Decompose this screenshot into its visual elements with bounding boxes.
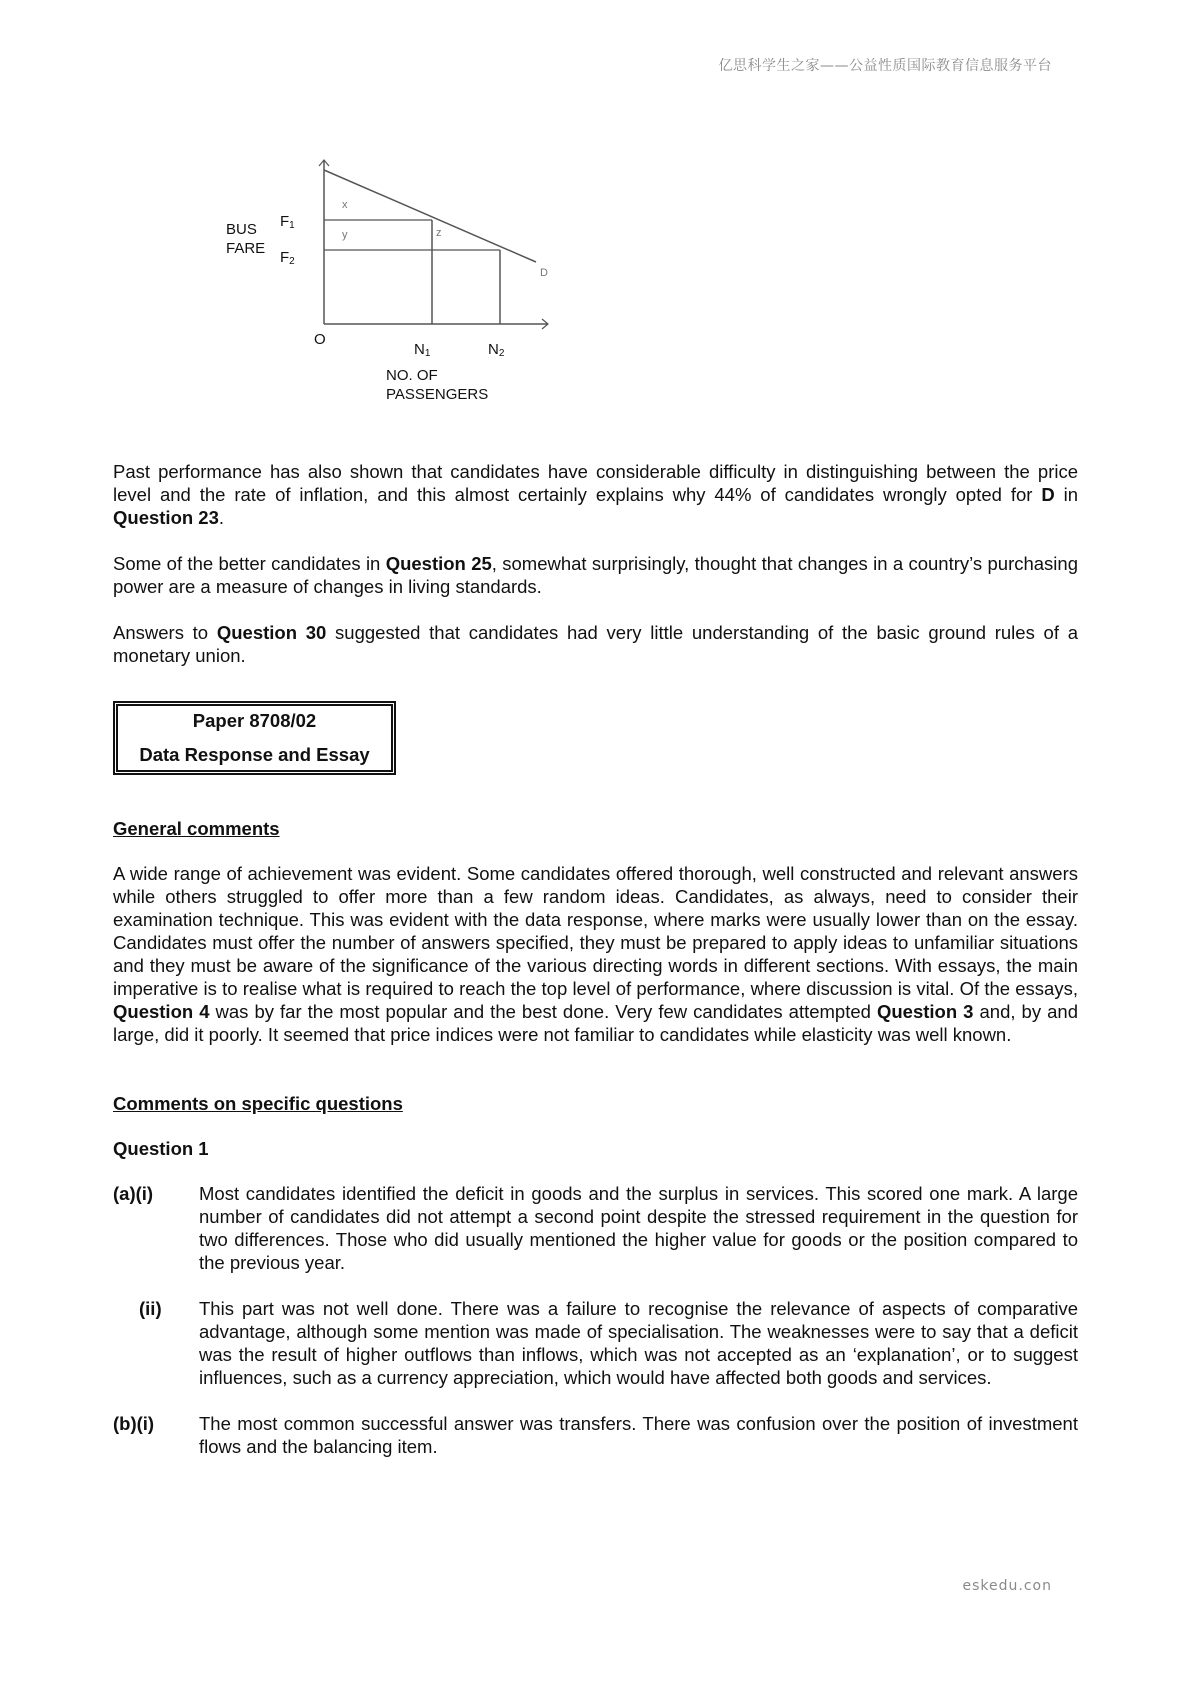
general-comments-paragraph: A wide range of achievement was evident. Some candidates offered thorough, well constructed and relevant answers while others struggled to offer more than a few random ideas. Candidates, as always, need to consider their examination technique. This was evident with the data response, where marks were usually lower than on the essay. Candidates must offer the number of answers specified, they must be prepared to apply ideas to unfamiliar situations and they must be aware of the significance of the various directing words in different sections. With essays, the main imperative is to realise what is required to reach the top level of performance, where discussion is vital. Of the essays, Question 4 was by far the most popular and the best done. Very few candidates attempted Question 3 and, by and large, did it poorly. It seemed that price indices were not familiar to candidates while elasticity was well known. [113, 863, 1078, 1045]
paper-subtitle: Data Response and Essay [139, 744, 370, 765]
area-y-label: y [342, 229, 348, 241]
paper-number: Paper 8708/02 [192, 710, 317, 731]
item-text: This part was not well done. There was a failure to recognise the relevance of aspects of comparative advantage, although some mention was made of specialisation. The weaknesses were to say that a deficit was the result of higher outflows than inflows, which was not accepted as an ‘explanation’, or to suggest influences, such as a currency appreciation, which would have affected both goods and services. [199, 1298, 1078, 1388]
item-label: (b)(i) [113, 1413, 155, 1434]
question-1-a-i [113, 1182, 1078, 1274]
item-text: Most candidates identified the deficit in goods and the surplus in services. This scored one mark. A large number of candidates did not attempt a second point despite the stressed requirement in the question for two differences. Those who did usually mentioned the higher value for goods or the position compared to the previous year. [199, 1183, 1078, 1273]
general-comments-heading: General comments [113, 818, 280, 839]
y-axis-label-fare: FARE [226, 240, 266, 257]
f2-label: $F_2$ [280, 249, 295, 267]
paragraph-question-25: Some of the better candidates in Question 25, somewhat surprisingly, thought that changes in a country’s purchasing power are a measure of changes in living standards. [113, 553, 1078, 597]
n2-label: $N_2$ [488, 341, 505, 359]
n1-label: $N_1$ [414, 341, 431, 359]
x-axis-label-line2: PASSENGERS [386, 386, 489, 403]
x-axis-label-line1: NO. OF [386, 367, 438, 384]
y-axis-label-bus: BUS [226, 221, 257, 238]
question-1-heading: Question 1 [113, 1138, 209, 1159]
question-1-a-ii [113, 1297, 1078, 1389]
demand-diagram [226, 160, 610, 440]
paper-title-box [113, 701, 396, 775]
question-1-b-i [113, 1412, 1078, 1458]
document-body [113, 460, 1078, 1481]
f1-label: $F_1$ [280, 213, 295, 231]
demand-curve [324, 170, 536, 262]
paragraph-question-30: Answers to Question 30 suggested that candidates had very little understanding of the basic ground rules of a monetary union. [113, 622, 1079, 666]
item-label: (a)(i) [113, 1183, 154, 1204]
item-text: The most common successful answer was transfers. There was confusion over the position of investment flows and the balancing item. [199, 1413, 1078, 1457]
origin-label: O [314, 331, 326, 348]
specific-comments-heading: Comments on specific questions [113, 1093, 403, 1114]
area-z-label: z [436, 227, 442, 239]
footer-site-url: eskedu.con [962, 1578, 1052, 1594]
paragraph-question-23: Past performance has also shown that candidates have considerable difficulty in distinguishing between the price level and the rate of inflation, and this almost certainly explains why 44% of candidates wrongly opted for D in Question 23. [113, 461, 1078, 528]
demand-curve-label: D [540, 267, 548, 279]
item-label: (ii) [139, 1298, 162, 1319]
area-x-label: x [342, 199, 348, 211]
header-site-name: 亿思科学生之家——公益性质国际教育信息服务平台 [718, 58, 1052, 74]
